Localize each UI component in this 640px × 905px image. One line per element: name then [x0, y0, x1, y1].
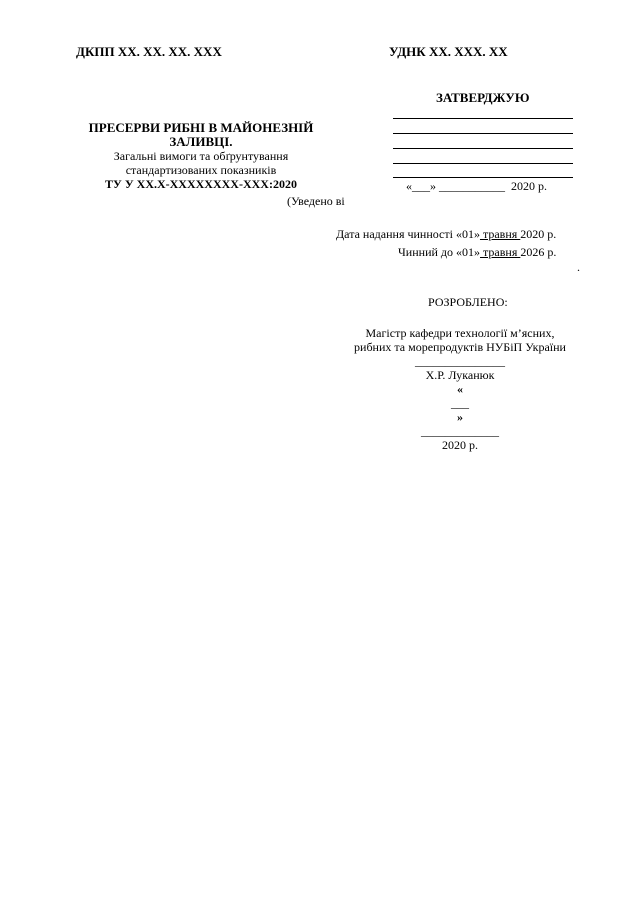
- valid-until-label: Чинний до «01»: [398, 245, 481, 259]
- effective-date-month: травня: [479, 227, 521, 241]
- developed-heading: РОЗРОБЛЕНО:: [428, 295, 508, 309]
- stray-dot: .: [577, 260, 580, 274]
- developer-date: [330, 382, 590, 452]
- udnk-code: УДНК ХХ. ХХХ. ХХ: [389, 44, 508, 59]
- document-title-line-1: ПРЕСЕРВИ РИБНІ В МАЙОНЕЗНІЙ: [88, 120, 314, 135]
- developer-position: Магістр кафедри технології м’ясних,: [365, 326, 555, 340]
- developer-signature: [330, 354, 590, 382]
- developer-date-month: _____________: [421, 424, 499, 438]
- developer-date-close-quote: »: [457, 410, 463, 424]
- dkpp-code: ДКПП ХХ. ХХ. ХХ. ХХХ: [76, 44, 222, 59]
- introduced-note: (Уведено ві: [287, 194, 345, 208]
- approval-date-day: ___: [412, 179, 430, 193]
- document-title-line-2: ЗАЛИВЦІ.: [169, 134, 233, 149]
- document-subtitle-line-1: Загальні вимоги та обґрунтування: [113, 149, 289, 163]
- developer-date-day: ___: [451, 396, 469, 410]
- approval-date: [406, 180, 547, 192]
- approval-line-1: [393, 118, 573, 119]
- approval-date-close-quote: »: [430, 179, 436, 193]
- effective-date: [336, 228, 556, 240]
- valid-until-month: травня: [480, 245, 521, 259]
- approval-line-2: [393, 133, 573, 134]
- document-subtitle-line-2: стандартизованих показників: [125, 163, 277, 177]
- developer-date-open-quote: «: [457, 382, 463, 396]
- valid-until-date: [398, 246, 556, 258]
- effective-date-label: Дата надання чинності «01»: [336, 227, 480, 241]
- developer-date-year: 2020 р.: [442, 438, 478, 452]
- valid-until-year: 2026 р.: [520, 245, 557, 259]
- approval-date-month: ___________: [439, 179, 505, 193]
- approval-line-3: [393, 148, 573, 149]
- developer-department: рибних та морепродуктів НУБіП України: [354, 340, 566, 354]
- approval-date-open-quote: «: [406, 179, 412, 193]
- document-code: ТУ У ХХ.Х-ХХХХХХХХ-ХХХ:2020: [105, 177, 297, 191]
- developer-name: Х.Р. Луканюк: [425, 368, 495, 382]
- developer-block: [330, 326, 590, 452]
- approval-date-year: 2020 р.: [511, 179, 547, 193]
- developer-signature-blank: _______________: [415, 354, 505, 368]
- approval-title: ЗАТВЕРДЖУЮ: [436, 90, 530, 105]
- effective-date-year: 2020 р.: [520, 227, 557, 241]
- approval-line-5: [393, 177, 573, 178]
- title-block: [76, 121, 326, 191]
- approval-line-4: [393, 163, 573, 164]
